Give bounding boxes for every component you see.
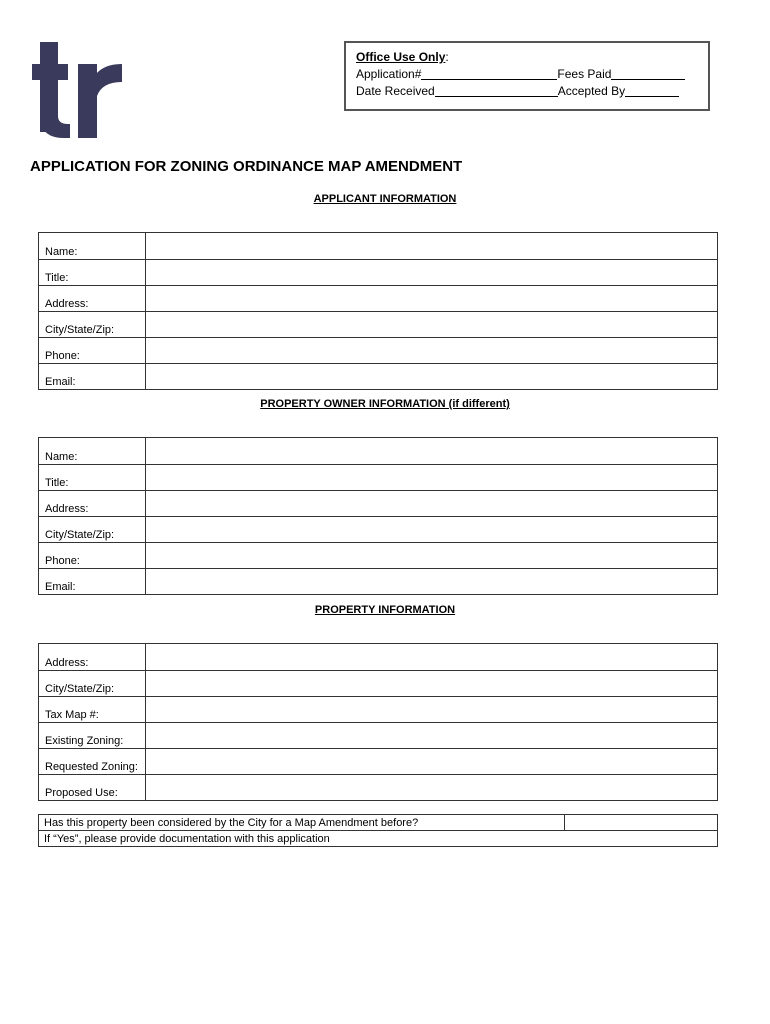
table-row — [39, 233, 718, 260]
prior-amendment-answer-input[interactable] — [565, 815, 718, 831]
table-row — [39, 644, 718, 671]
application-number-label: Application# — [356, 67, 422, 81]
table-row — [39, 260, 718, 286]
field-label: Address: — [39, 644, 146, 671]
prior-amendment-followup: If “Yes”, please provide documentation with this application — [39, 831, 718, 847]
property-city-state-zip-input[interactable] — [146, 671, 718, 697]
table-row — [39, 831, 718, 847]
office-use-colon: : — [445, 50, 449, 64]
field-label: Email: — [39, 364, 146, 390]
table-row — [39, 438, 718, 465]
table-row — [39, 465, 718, 491]
owner-city-state-zip-input[interactable] — [146, 517, 718, 543]
fees-paid-label: Fees Paid — [557, 67, 612, 81]
office-use-title: Office Use Only — [356, 50, 446, 64]
property-table — [38, 643, 718, 801]
owner-email-input[interactable] — [146, 569, 718, 595]
owner-heading: PROPERTY OWNER INFORMATION (if different) — [260, 398, 510, 410]
prior-amendment-question: Has this property been considered by the City for a Map Amendment before? — [39, 815, 565, 831]
accepted-by-blank[interactable] — [625, 83, 679, 97]
applicant-city-state-zip-input[interactable] — [146, 312, 718, 338]
table-row — [39, 723, 718, 749]
table-row — [39, 671, 718, 697]
accepted-by-label: Accepted By — [557, 84, 626, 98]
field-label: Email: — [39, 569, 146, 595]
prior-amendment-table — [38, 814, 718, 847]
field-label: Title: — [39, 465, 146, 491]
table-row — [39, 312, 718, 338]
property-heading: PROPERTY INFORMATION — [314, 604, 456, 616]
applicant-email-input[interactable] — [146, 364, 718, 390]
field-label: Tax Map #: — [39, 697, 146, 723]
owner-title-input[interactable] — [146, 465, 718, 491]
table-row — [39, 749, 718, 775]
owner-phone-input[interactable] — [146, 543, 718, 569]
field-label: Name: — [39, 438, 146, 465]
applicant-phone-input[interactable] — [146, 338, 718, 364]
field-label: Proposed Use: — [39, 775, 146, 801]
date-received-blank[interactable] — [435, 83, 558, 97]
fees-paid-blank[interactable] — [611, 66, 685, 80]
field-label: Phone: — [39, 543, 146, 569]
table-row — [39, 697, 718, 723]
field-label: Phone: — [39, 338, 146, 364]
field-label: City/State/Zip: — [39, 312, 146, 338]
applicant-heading: APPLICANT INFORMATION — [313, 193, 457, 205]
applicant-name-input[interactable] — [146, 233, 718, 260]
field-label: City/State/Zip: — [39, 517, 146, 543]
owner-address-input[interactable] — [146, 491, 718, 517]
applicant-table — [38, 232, 718, 390]
table-row — [39, 517, 718, 543]
field-label: Requested Zoning: — [39, 749, 146, 775]
tax-map-input[interactable] — [146, 697, 718, 723]
field-label: Existing Zoning: — [39, 723, 146, 749]
table-row — [39, 543, 718, 569]
table-row — [39, 364, 718, 390]
table-row — [39, 338, 718, 364]
table-row — [39, 491, 718, 517]
table-row — [39, 569, 718, 595]
table-row — [39, 775, 718, 801]
requested-zoning-input[interactable] — [146, 749, 718, 775]
applicant-title-input[interactable] — [146, 260, 718, 286]
applicant-address-input[interactable] — [146, 286, 718, 312]
page-title: APPLICATION FOR ZONING ORDINANCE MAP AMENDMENT — [30, 158, 463, 175]
proposed-use-input[interactable] — [146, 775, 718, 801]
table-row — [39, 815, 718, 831]
field-label: Address: — [39, 286, 146, 312]
field-label: Address: — [39, 491, 146, 517]
office-use-box — [344, 41, 710, 111]
owner-table — [38, 437, 718, 595]
field-label: Title: — [39, 260, 146, 286]
tr-logo — [30, 36, 130, 140]
existing-zoning-input[interactable] — [146, 723, 718, 749]
date-received-label: Date Received — [356, 84, 435, 98]
field-label: Name: — [39, 233, 146, 260]
application-number-blank[interactable] — [421, 66, 557, 80]
owner-name-input[interactable] — [146, 438, 718, 465]
table-row — [39, 286, 718, 312]
property-address-input[interactable] — [146, 644, 718, 671]
field-label: City/State/Zip: — [39, 671, 146, 697]
